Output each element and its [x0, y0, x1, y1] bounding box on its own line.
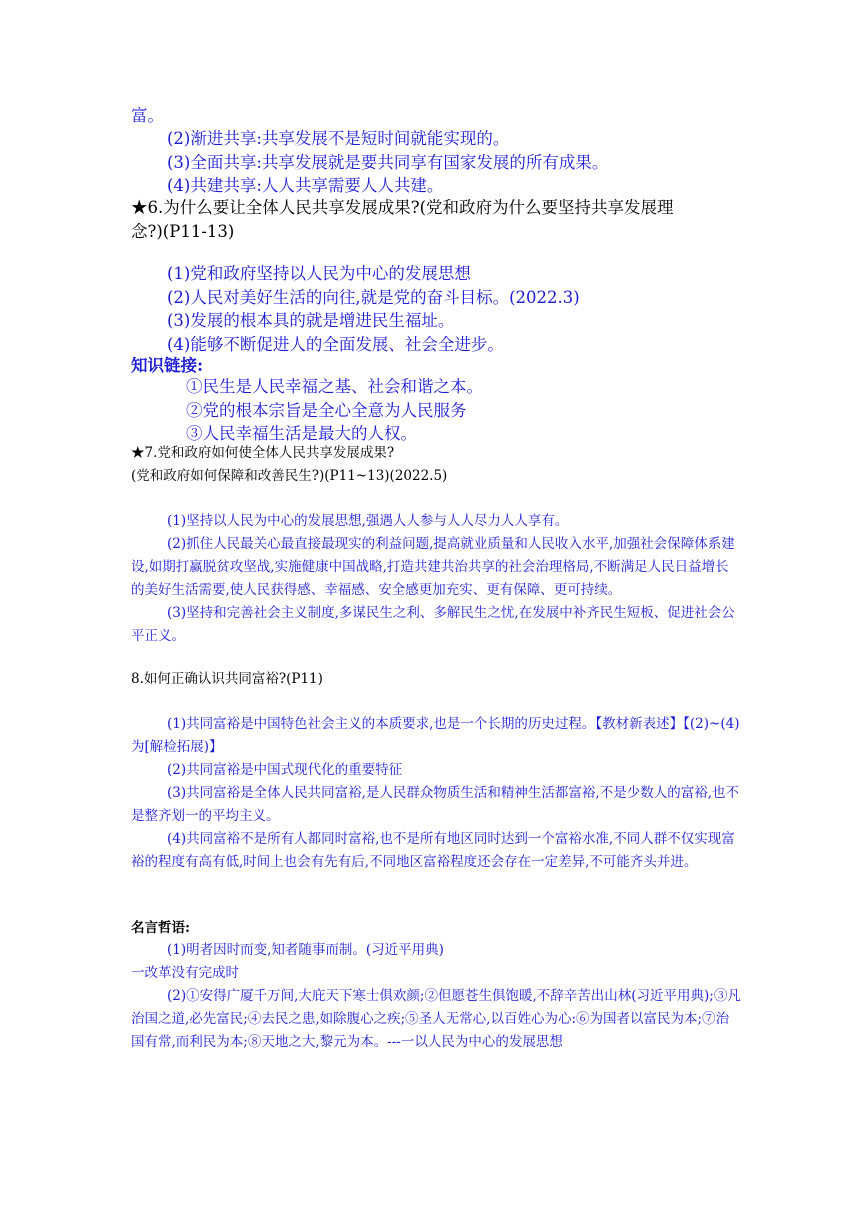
quote-note: 一改革没有完成时 — [131, 965, 239, 981]
question-6-line-2: 念?)(P11-13) — [131, 221, 235, 241]
list-item: (3)全面共享:共享发展就是要共同享有国家发展的所有成果。 — [167, 152, 609, 172]
list-item: ②党的根本宗旨是全心全意为人民服务 — [186, 400, 467, 420]
list-item: (4)共建共享:人人共享需要人人共建。 — [167, 176, 444, 195]
quote-item-1: (1)明者因时而变,知者随事而制。(习近平用典) — [167, 942, 444, 958]
question-8-answers — [131, 713, 741, 874]
list-item: (2)渐进共享:共享发展不是短时间就能实现的。 — [167, 129, 510, 148]
answer-paragraph: (2)共同富裕是中国式现代化的重要特征 — [167, 762, 403, 778]
question-8: 8.如何正确认识共同富裕?(P11) — [131, 671, 323, 687]
answer-paragraph: (1)坚持以人民为中心的发展思想,强遇人人参与人人尽力人人享有。 — [167, 513, 569, 529]
question-7-line-2: (党和政府如何保障和改善民生?)(P11~13)(2022.5) — [131, 468, 448, 484]
knowledge-link-heading: 知识链接: — [131, 356, 204, 375]
quotes-heading: 名言哲语: — [131, 920, 190, 936]
question-6-answers — [131, 262, 777, 356]
answer-paragraph: (2)抓住人民最关心最直接最现实的利益问题,提高就业质量和人民收入水平,加强社会保障体系建设,如期打赢脱贫攻坚战,实施健康中国战略,打造共建共治共享的社会治理格局,不断满足人民日益增长的美好生活需要,使人民获得感、幸福感、安全感更加充实、更有保障、更可持续。 — [131, 536, 735, 598]
answer-paragraph: (1)共同富裕是中国特色社会主义的本质要求,也是一个长期的历史过程。【教材新表述】【(2)~(4)为[解检拓展)】 — [131, 716, 740, 755]
list-item: ③人民幸福生活是最大的人权。 — [186, 424, 417, 443]
continuation-text — [131, 104, 741, 128]
continuation-line: 富。 — [131, 106, 164, 125]
quotes-body — [131, 939, 741, 1054]
question-7-line-1: ★7.党和政府如何使全体人民共享发展成果? — [131, 445, 395, 461]
list-item: (2)人民对美好生活的向往,就是党的奋斗目标。(2022.3) — [167, 287, 580, 307]
answer-paragraph: (3)坚持和完善社会主义制度,多谋民生之利、多解民生之忧,在发展中补齐民生短板、促进社会公平正义。 — [131, 605, 735, 644]
question-7-answers — [131, 510, 741, 648]
answer-paragraph: (3)共同富裕是全体人民共同富裕,是人民群众物质生活和精神生活都富裕,不是少数人的富裕,也不是整齐划一的平均主义。 — [131, 785, 739, 824]
answer-paragraph: (4)共同富裕不是所有人都同时富裕,也不是所有地区同时达到一个富裕水准,不同人群不仅实现富裕的程度有高有低,时间上也会有先有后,不同地区富裕程度还会存在一定差异,不可能齐头并进。 — [131, 831, 735, 870]
question-6 — [131, 196, 741, 243]
question-6-line-1: ★6.为什么要让全体人民共享发展成果?(党和政府为什么要坚持共享发展理 — [131, 198, 674, 217]
knowledge-link-list — [131, 375, 796, 446]
list-item: (3)发展的根本具的就是增进民生福址。 — [167, 311, 455, 330]
list-item: (4)能够不断促进人的全面发展、社会全进步。 — [167, 334, 504, 354]
quote-item-2: (2)①安得广厦千万间,大庇天下寒士俱欢颜;②但愿苍生俱饱暖,不辞辛苦出山林(习近平用典);③凡治国之道,必先富民;④去民之患,如除腹心之疾;⑤圣人无常心,以百姓心为心:⑥为国者以富民为本;⑦治国有常,而利民为本;⑧天地之大,黎元为本。---一以人民为中心的发展思想 — [131, 988, 741, 1050]
question-7 — [131, 442, 741, 488]
sharing-characteristics-list — [131, 127, 777, 198]
list-item: (1)党和政府坚持以人民为中心的发展思想 — [167, 264, 471, 283]
list-item: ①民生是人民幸福之基、社会和谐之本。 — [186, 377, 483, 396]
